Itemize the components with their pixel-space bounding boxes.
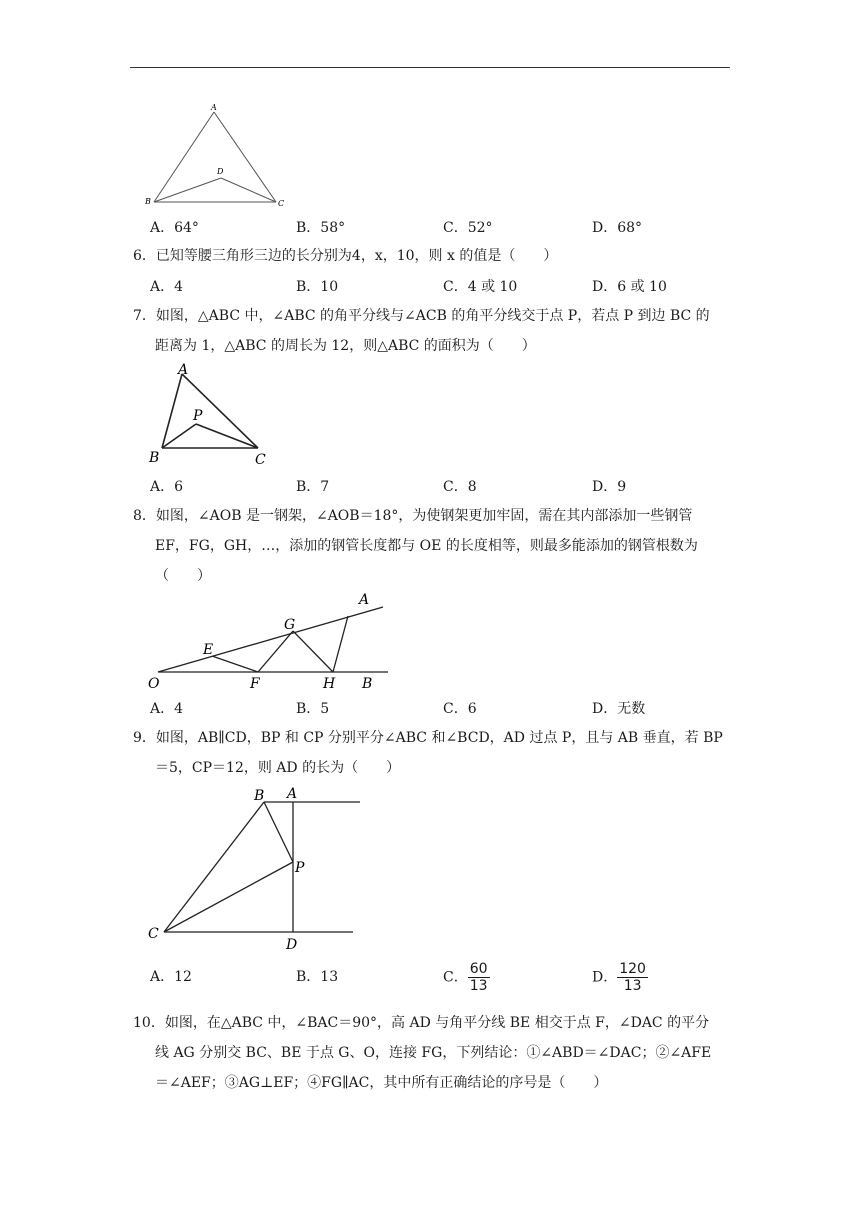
q5-label-b: B [145,197,151,206]
q9-option-c-prefix: C． [443,969,468,986]
q7-option-b[interactable]: B．7 [296,479,330,495]
q8-label-h: H [323,676,336,692]
q9-figure [145,782,365,952]
q8-option-b[interactable]: B．5 [296,701,330,717]
q9-option-c-denominator: 13 [469,978,488,994]
q9-text-line1: 9．如图，AB∥CD，BP 和 CP 分别平分∠ABC 和∠BCD，AD 过点 P，且与 AB 垂直，若 BP [133,730,723,746]
q6-option-a[interactable]: A．4 [150,279,184,295]
q8-label-o: O [148,676,160,692]
q9-label-p: P [295,860,305,876]
q7-label-c: C [255,452,266,468]
q8-label-a: A [359,592,370,608]
q6-text: 6．已知等腰三角形三边的长分别为4，x，10，则 x 的值是（ ） [133,248,558,264]
q8-text-line2: EF，FG，GH，…，添加的钢管长度都与 OE 的长度相等，则最多能添加的钢管根数为 [155,538,698,554]
q9-option-c-numerator: 60 [469,961,488,977]
q5-figure [140,100,290,210]
q5-option-d[interactable]: D．68° [592,220,643,236]
q8-text-line3: （ ） [155,568,211,584]
q9-label-d: D [286,937,298,952]
q7-label-b: B [149,450,160,466]
q8-label-e: E [203,642,214,658]
q9-option-d-numerator: 120 [619,961,646,977]
q9-option-d-denominator: 13 [623,978,642,994]
q8-label-b: B [362,676,373,692]
q7-text-line1: 7．如图，△ABC 中，∠ABC 的角平分线与∠ACB 的角平分线交于点 P，若点 P 到边 BC 的 [133,308,710,324]
q6-option-b[interactable]: B．10 [296,279,339,295]
q5-label-d: D [217,167,224,176]
q9-text-line2: ＝5，CP＝12，则 AD 的长为（ ） [155,760,401,776]
q9-option-b[interactable]: B．13 [296,969,339,985]
header-rule [130,67,730,68]
q7-label-p: P [193,408,203,424]
q10-text-line3: ＝∠AEF；③AG⊥EF；④FG∥AC，其中所有正确结论的序号是（ ） [155,1075,608,1091]
q9-option-d-fraction [617,961,648,994]
q5-option-c[interactable]: C．52° [443,220,493,236]
q9-option-c-fraction [468,961,490,994]
q7-option-d[interactable]: D．9 [592,479,627,495]
q10-text-line2: 线 AG 分别交 BC、BE 于点 G、O，连接 FG，下列结论：①∠ABD＝∠DAC；②∠AFE [155,1045,712,1061]
q7-option-c[interactable]: C．8 [443,479,477,495]
q10-text-line1: 10．如图，在△ABC 中，∠BAC＝90°，高 AD 与角平分线 BE 相交于点 F，∠DAC 的平分 [133,1015,710,1031]
q6-option-d[interactable]: D．6 或 10 [592,279,667,295]
q9-label-c: C [148,926,159,942]
q5-option-b[interactable]: B．58° [296,220,346,236]
q6-option-c[interactable]: C．4 或 10 [443,279,518,295]
q8-option-d[interactable]: D．无数 [592,701,646,717]
q5-label-c: C [278,199,285,208]
q9-option-c[interactable] [443,961,490,994]
q9-option-d-prefix: D． [592,969,618,986]
q9-option-a[interactable]: A．12 [150,969,192,985]
q5-option-a[interactable]: A．64° [150,220,199,236]
q8-option-a[interactable]: A．4 [150,701,184,717]
q7-option-a[interactable]: A．6 [150,479,184,495]
q5-label-a: A [211,103,217,112]
q9-label-b: B [254,788,265,804]
q9-label-a: A [287,786,298,802]
q7-text-line2: 距离为 1，△ABC 的周长为 12，则△ABC 的面积为（ ） [155,338,536,354]
q9-option-d[interactable] [592,961,648,994]
q8-option-c[interactable]: C．6 [443,701,477,717]
q8-text-line1: 8．如图，∠AOB 是一钢架，∠AOB＝18°，为使钢架更加牢固，需在其内部添加一些钢管 [133,508,693,524]
q7-label-a: A [178,362,189,378]
q8-figure [145,588,395,693]
q7-figure [145,360,275,468]
q8-label-f: F [250,676,260,692]
q8-label-g: G [284,617,296,633]
